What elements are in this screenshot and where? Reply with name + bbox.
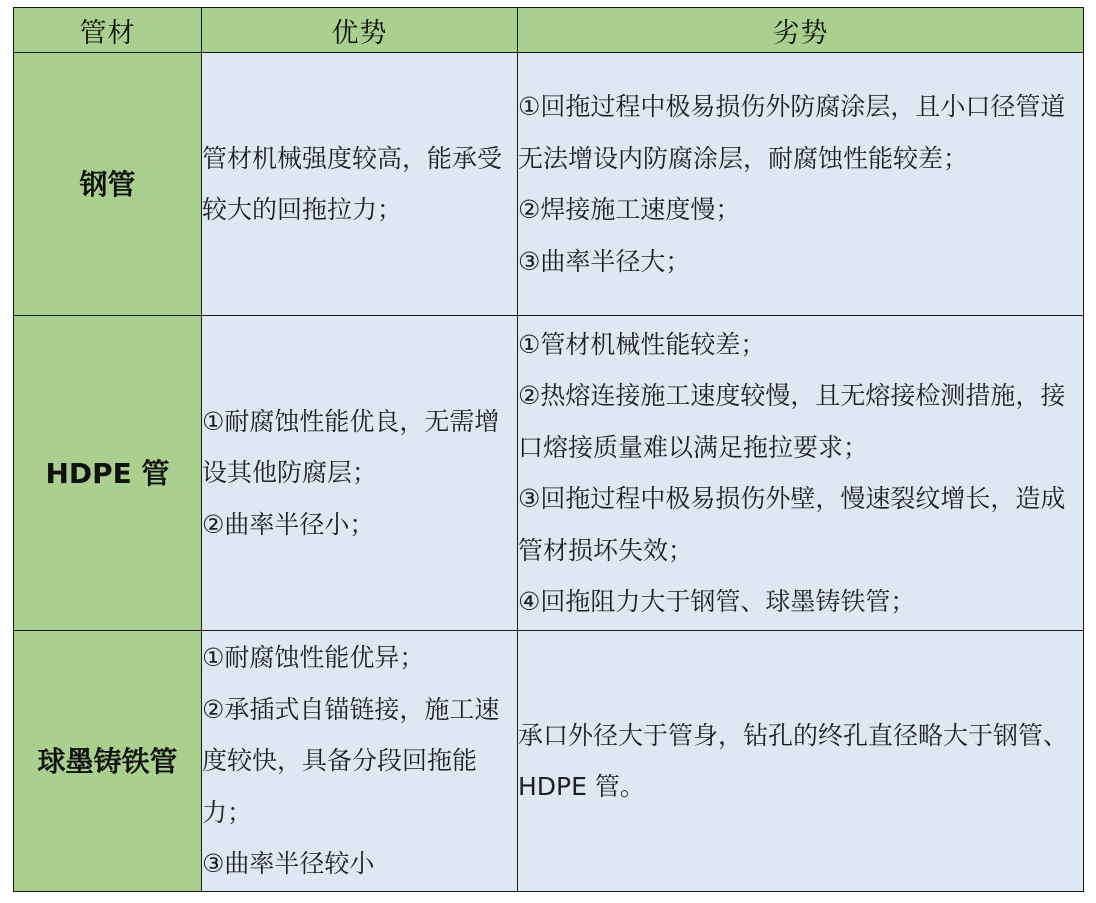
advantage-item: ①耐腐蚀性能优异； [202, 643, 425, 673]
disadvantage-item: ①回拖过程中极易损伤外防腐涂层，且小口径管道无法增设内防腐涂层，耐腐蚀性能较差； [518, 92, 1066, 173]
header-material: 管材 [14, 8, 202, 53]
disadvantage-item: ③回拖过程中极易损伤外壁，慢速裂纹增长，造成管材损坏失效； [518, 484, 1066, 565]
disadvantage-item: ②热熔连接施工速度较慢，且无熔接检测措施，接口熔接质量难以满足拖拉要求； [518, 381, 1066, 462]
header-disadvantages: 劣势 [518, 8, 1084, 53]
advantages-cell [202, 53, 518, 316]
material-ductile-iron: 球墨铸铁管 [14, 631, 202, 892]
advantages-cell [202, 316, 518, 631]
table-row [14, 53, 1084, 316]
material-hdpe: HDPE 管 [14, 316, 202, 631]
header-row [14, 8, 1084, 53]
advantage-item: 管材机械强度较高，能承受较大的回拖拉力； [202, 143, 503, 224]
disadvantages-cell [518, 53, 1084, 316]
advantages-cell [202, 631, 518, 892]
disadvantage-item: ④回拖阻力大于钢管、球墨铸铁管； [518, 587, 916, 616]
material-steel: 钢管 [14, 53, 202, 316]
disadvantage-item: ③曲率半径大； [518, 246, 691, 276]
header-advantages: 优势 [202, 8, 518, 53]
comparison-table [13, 7, 1084, 892]
table-row [14, 316, 1084, 631]
advantage-item: ①耐腐蚀性能优良，无需增设其他防腐层； [202, 406, 500, 488]
disadvantage-item: ②焊接施工速度慢； [518, 195, 741, 224]
advantage-item: ③曲率半径较小 [202, 849, 375, 879]
disadvantages-cell [518, 316, 1084, 631]
disadvantage-item: 承口外径大于管身，钻孔的终孔直径略大于钢管、HDPE 管。 [518, 720, 1069, 801]
disadvantages-cell [518, 631, 1084, 892]
table-row [14, 631, 1084, 892]
advantage-item: ②承插式自锚链接，施工速度较快，具备分段回拖能力； [202, 694, 500, 827]
advantage-item: ②曲率半径小； [202, 509, 375, 539]
disadvantage-item: ①管材机械性能较差； [518, 329, 766, 359]
